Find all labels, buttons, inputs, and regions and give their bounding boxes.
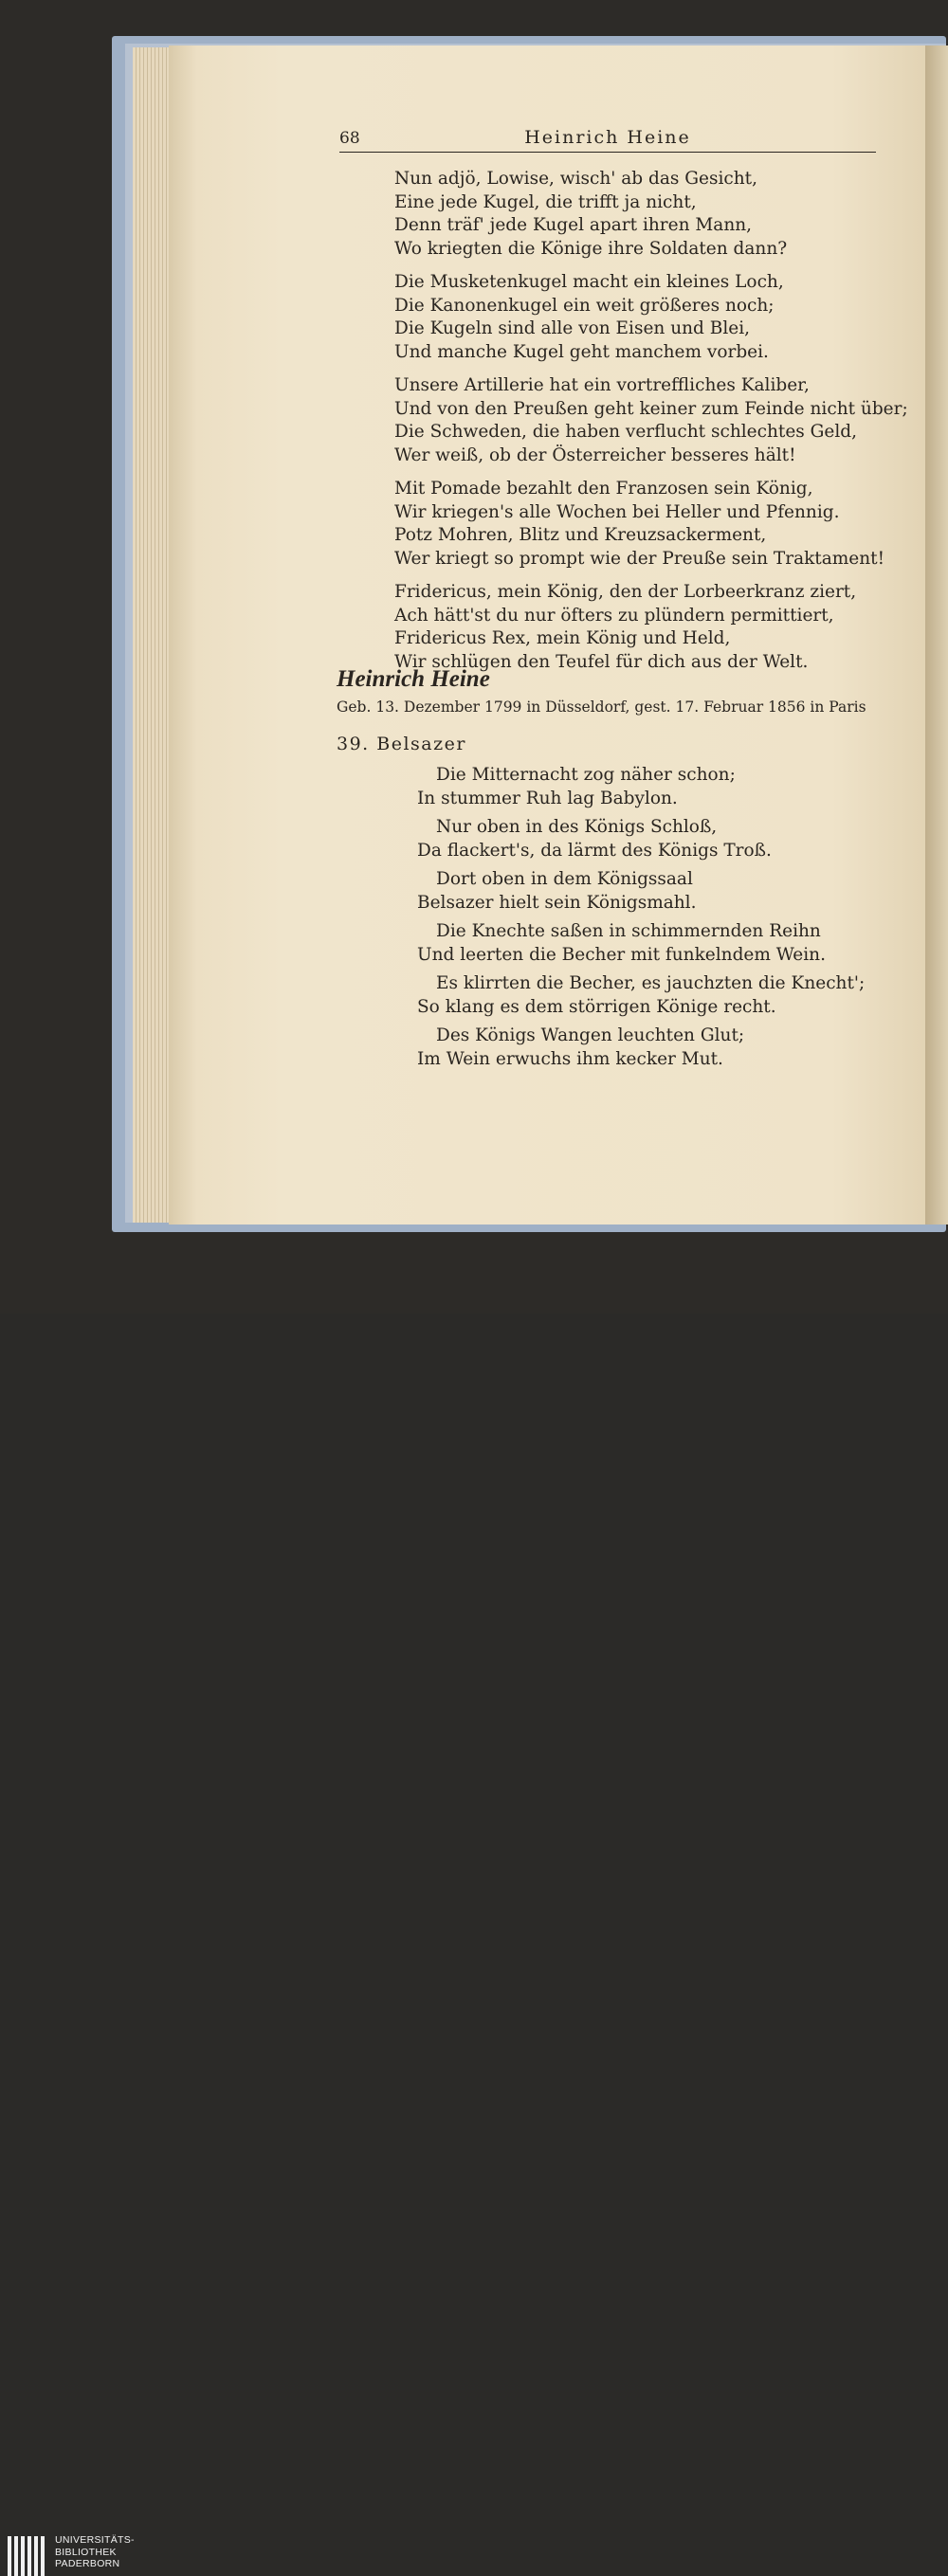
stanza — [417, 868, 865, 915]
stanza — [417, 816, 865, 862]
verse-line: Und leerten die Becher mit funkelndem Wein. — [417, 944, 826, 965]
author-bio: Geb. 13. Dezember 1799 in Düsseldorf, gest. 17. Februar 1856 in Paris — [337, 698, 866, 716]
verse-line: Eine jede Kugel, die trifft ja nicht, — [394, 191, 697, 212]
verse-line: Denn träf' jede Kugel apart ihren Mann, — [394, 215, 753, 235]
verse-line: Wer kriegt so prompt wie der Preuße sein Traktament! — [394, 548, 885, 569]
verse-line: Dort oben in dem Königssaal — [436, 869, 693, 889]
stanza — [394, 271, 908, 364]
library-logo-icon — [8, 2536, 51, 2576]
verse-line: Im Wein erwuchs ihm kecker Mut. — [417, 1048, 723, 1069]
verse-line: Die Musketenkugel macht ein kleines Loch, — [394, 272, 784, 292]
library-line: PADERBORN — [55, 2558, 120, 2569]
verse-line: Fridericus Rex, mein König und Held, — [394, 628, 731, 648]
library-line: BIBLIOTHEK — [55, 2546, 117, 2558]
running-title: Heinrich Heine — [524, 127, 691, 148]
verse-line: Fridericus, mein König, den der Lorbeerkranz ziert, — [394, 582, 857, 602]
facing-page-edge — [925, 45, 948, 1225]
verse-line: So klang es dem störrigen Könige recht. — [417, 996, 776, 1017]
author-heading: Heinrich Heine — [337, 666, 490, 692]
verse-line: Mit Pomade bezahlt den Franzosen sein König, — [394, 479, 813, 499]
stanza — [417, 972, 865, 1019]
verse-line: Wer weiß, ob der Österreicher besseres hält! — [394, 444, 796, 465]
library-footer — [0, 1266, 948, 2569]
verse-line: Die Mitternacht zog näher schon; — [436, 765, 736, 785]
verse-line: Da flackert's, da lärmt des Königs Troß. — [417, 840, 772, 861]
verse-line: In stummer Ruh lag Babylon. — [417, 788, 678, 808]
running-head — [339, 125, 876, 153]
poem-fridericus — [394, 168, 908, 684]
library-name — [55, 2534, 135, 2570]
verse-line: Potz Mohren, Blitz und Kreuzsackerment, — [394, 525, 767, 545]
page-number: 68 — [339, 129, 360, 148]
verse-line: Nun adjö, Lowise, wisch' ab das Gesicht, — [394, 169, 757, 189]
stanza — [394, 581, 908, 674]
library-line: UNIVERSITÄTS- — [55, 2534, 135, 2546]
stanza — [394, 168, 908, 261]
stanza — [394, 478, 908, 571]
verse-line: Unsere Artillerie hat ein vortreffliches Kaliber, — [394, 375, 810, 395]
verse-line: Die Kanonenkugel ein weit größeres noch; — [394, 295, 775, 316]
verse-line: Wo kriegten die Könige ihre Soldaten dann? — [394, 238, 788, 259]
verse-line: Die Knechte saßen in schimmernden Reihn — [436, 921, 821, 941]
verse-line: Des Königs Wangen leuchten Glut; — [436, 1025, 745, 1045]
verse-line: Die Schweden, die haben verflucht schlechtes Geld, — [394, 422, 858, 442]
stanza — [417, 1025, 865, 1071]
verse-line: Wir kriegen's alle Wochen bei Heller und Pfennig. — [394, 501, 840, 522]
verse-line: Belsazer hielt sein Königsmahl. — [417, 892, 697, 913]
poem-belsazer — [417, 764, 865, 1077]
verse-line: Ach hätt'st du nur öfters zu plündern permittiert, — [394, 605, 834, 626]
page-edges — [133, 47, 171, 1223]
verse-line: Es klirrten die Becher, es jauchzten die Knecht'; — [436, 973, 866, 993]
verse-line: Wir schlügen den Teufel für dich aus der Welt. — [394, 651, 809, 672]
verse-line: Die Kugeln sind alle von Eisen und Blei, — [394, 318, 751, 338]
poem-title: 39. Belsazer — [337, 734, 466, 754]
verse-line: Nur oben in des Königs Schloß, — [436, 817, 718, 837]
stanza — [417, 920, 865, 967]
verse-line: Und manche Kugel geht manchem vorbei. — [394, 341, 769, 362]
stanza — [394, 374, 908, 467]
verse-line: Und von den Preußen geht keiner zum Feinde nicht über; — [394, 398, 908, 419]
book-scan — [0, 0, 948, 1266]
stanza — [417, 764, 865, 810]
